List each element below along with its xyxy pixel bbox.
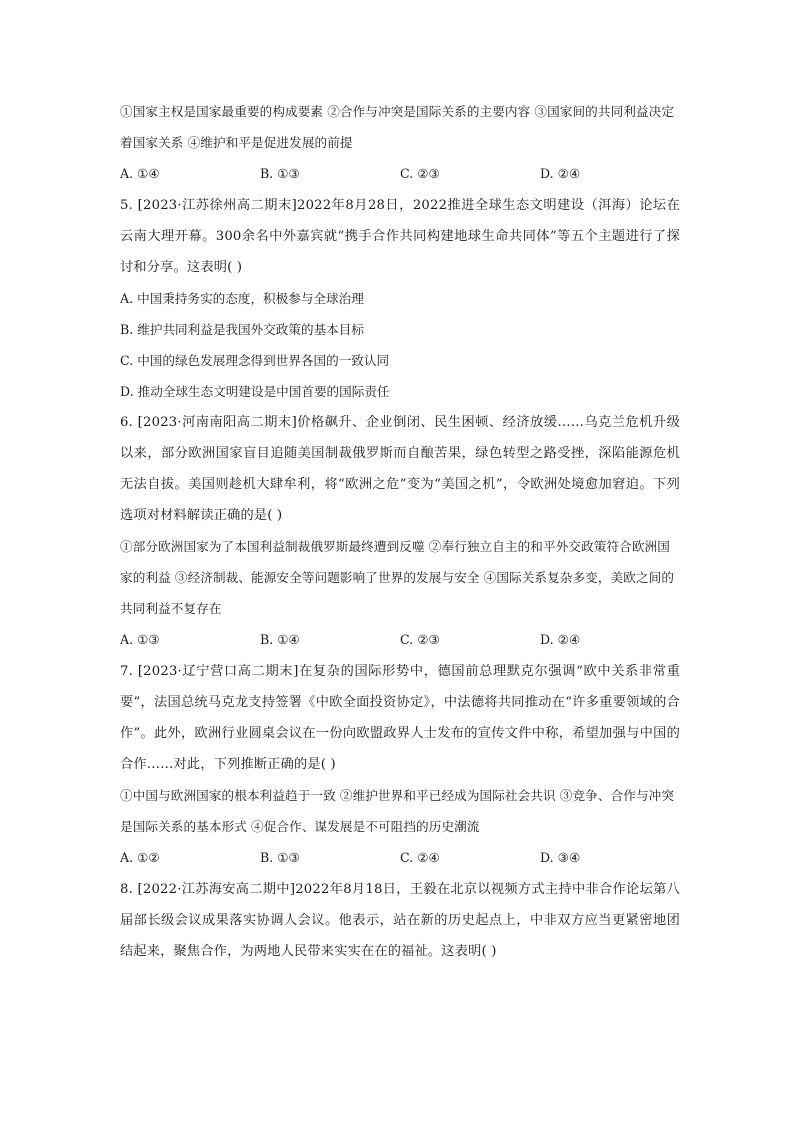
q6-option-c: C. ②③ <box>400 632 440 647</box>
q5-stem: 5. [2023·江苏徐州高二期末]2022年8月28日，2022推进全球生态文明建设（洱海）论坛在云南大理开幕。300余名中外嘉宾就“携手合作共同构建地球生命共同体”等五个主题进行了探讨和分享。这表明( ) <box>120 198 680 275</box>
q7-statements: ①中国与欧洲国家的根本利益趋于一致 ②维护世界和平已经成为国际社会共识 ③竞争、合作与冲突是国际关系的基本形式 ④促合作、谋发展是不可阻挡的历史潮流 <box>120 788 675 834</box>
q7-stem: 7. [2023·辽宁营口高二期末]在复杂的国际形势中，德国前总理默克尔强调“欧中关系非常重要”，法国总统马克龙支持签署《中欧全面投资协定》，中法德将共同推动在“许多重要领域的合作”。此外，欧洲行业圆桌会议在一份向欧盟政界人士发布的宣传文件中称，希望加强与中国的合作……对此，下列推断正确的是( ) <box>120 664 680 772</box>
q5-option-a: A. 中国秉持务实的态度，积极参与全球治理 <box>120 291 364 306</box>
q4-option-d: D. ②④ <box>540 166 581 181</box>
q6-option-a: A. ①③ <box>120 632 160 647</box>
q5-option-b: B. 维护共同利益是我国外交政策的基本目标 <box>120 322 364 337</box>
question-content <box>120 96 680 967</box>
q7-option-b: B. ①③ <box>260 850 300 865</box>
q5-option-d: D. 推动全球生态文明建设是中国首要的国际责任 <box>120 384 390 399</box>
q7-options <box>120 842 680 874</box>
q6-option-d: D. ②④ <box>540 632 581 647</box>
q6-stem: 6. [2023·河南南阳高二期末]价格飙升、企业倒闭、民生困顿、经济放缓……乌克兰危机升级以来，部分欧洲国家盲目追随美国制裁俄罗斯而自酿苦果，绿色转型之路受挫，深陷能源危机无法自拔。美国则趁机大肆牟利，将“欧洲之危”变为“美国之机”，令欧洲处境愈加窘迫。下列选项对材料解读正确的是( ) <box>120 415 680 523</box>
q4-option-b: B. ①③ <box>260 166 300 181</box>
q6-option-b: B. ①④ <box>260 632 300 647</box>
q7-option-c: C. ②④ <box>400 850 440 865</box>
q4-option-a: A. ①④ <box>120 166 160 181</box>
q6-statements: ①部分欧洲国家为了本国利益制裁俄罗斯最终遭到反噬 ②奉行独立自主的和平外交政策符合欧洲国家的利益 ③经济制裁、能源安全等问题影响了世界的发展与安全 ④国际关系复杂多变，美欧之间的共同利益不复存在 <box>120 539 675 616</box>
q4-statements: ①国家主权是国家最重要的构成要素 ②合作与冲突是国际关系的主要内容 ③国家间的共同利益决定着国家关系 ④维护和平是促进发展的前提 <box>120 104 675 150</box>
q5-option-c: C. 中国的绿色发展理念得到世界各国的一致认同 <box>120 353 390 368</box>
q8-stem: 8. [2022·江苏海安高二期中]2022年8月18日，王毅在北京以视频方式主持中非合作论坛第八届部长级会议成果落实协调人会议。他表示，站在新的历史起点上，中非双方应当更紧密地团结起来，聚焦合作，为两地人民带来实实在在的福祉。这表明( ) <box>120 882 680 959</box>
q7-option-d: D. ③④ <box>540 850 581 865</box>
q4-option-c: C. ②③ <box>400 166 440 181</box>
q7-option-a: A. ①② <box>120 850 160 865</box>
q6-options <box>120 624 680 656</box>
q4-options <box>120 158 680 190</box>
